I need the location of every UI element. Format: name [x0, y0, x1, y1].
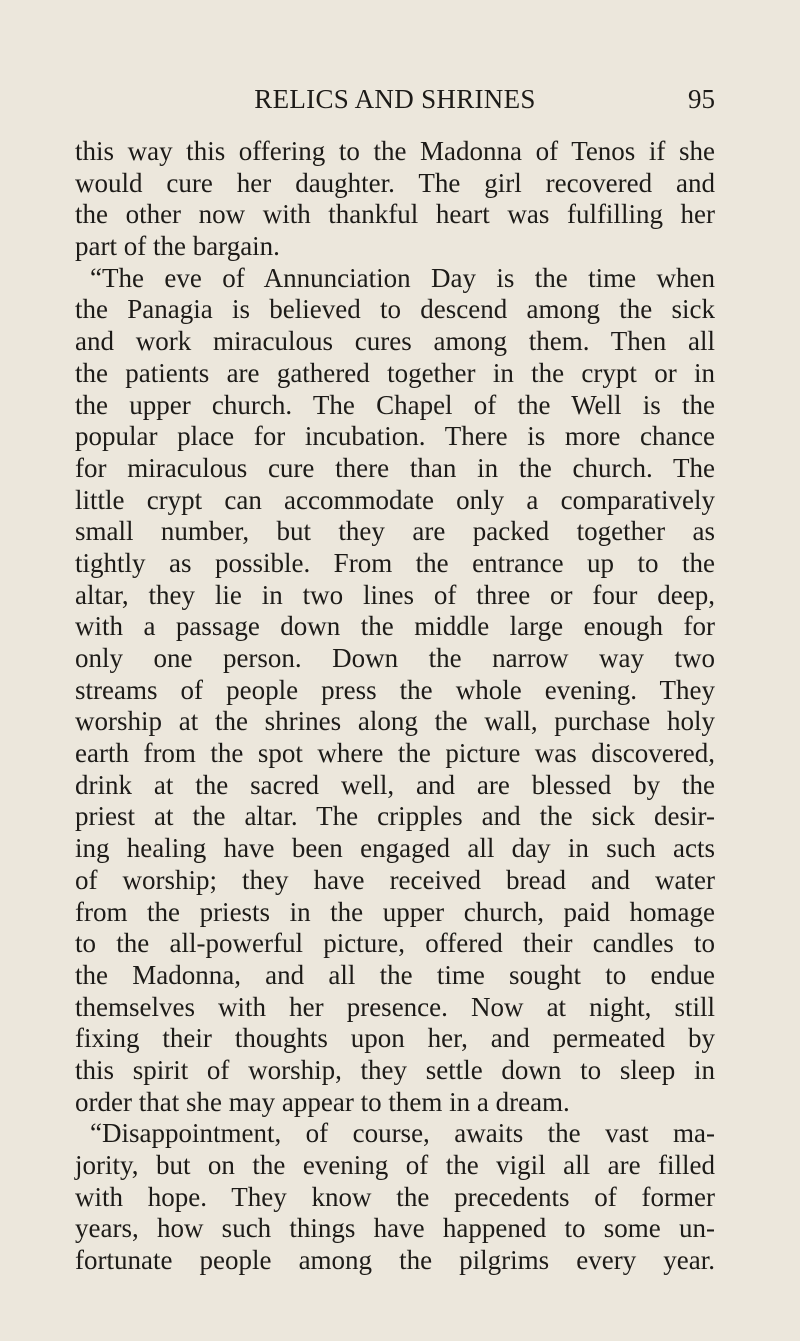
text-line: of worship; they have received bread and water	[75, 864, 715, 895]
text-line: priest at the altar. The cripples and the sick desir-	[75, 801, 715, 832]
text-line: with a passage down the middle large enough for	[75, 611, 715, 642]
text-line: the other now with thankful heart was fulfilling her	[75, 199, 715, 230]
page-number: 95	[688, 84, 715, 114]
body-text	[75, 136, 715, 1277]
text-line: jority, but on the evening of the vigil all are filled	[75, 1150, 715, 1180]
text-line: earth from the spot where the picture was discovered,	[75, 738, 715, 769]
text-line: themselves with her presence. Now at night, still	[75, 991, 715, 1022]
text-line: ing healing have been engaged all day in such acts	[75, 833, 715, 864]
text-line: order that she may appear to them in a dream.	[75, 1086, 570, 1117]
text-line: little crypt can accommodate only a comparatively	[75, 484, 715, 515]
text-line: part of the bargain.	[75, 231, 280, 262]
text-line: “Disappointment, of course, awaits the vast ma-	[90, 1118, 715, 1149]
text-line: to the all-powerful picture, offered their candles to	[75, 928, 715, 959]
text-line: popular place for incubation. There is more chance	[75, 421, 715, 452]
text-line: for miraculous cure there than in the church. The	[75, 452, 715, 483]
text-line: would cure her daughter. The girl recovered and	[75, 167, 715, 198]
text-line: from the priests in the upper church, paid homage	[75, 896, 715, 927]
text-line: altar, they lie in two lines of three or four deep,	[75, 579, 715, 610]
text-line: with hope. They know the precedents of former	[75, 1181, 715, 1212]
text-line: this spirit of worship, they settle down to sleep in	[75, 1054, 715, 1085]
running-head	[75, 79, 715, 119]
text-line: the patients are gathered together in the crypt or in	[75, 357, 715, 388]
text-line: tightly as possible. From the entrance up to the	[75, 547, 715, 578]
text-line: this way this offering to the Madonna of Tenos if she	[75, 136, 715, 166]
text-line: streams of people press the whole evening. They	[75, 674, 715, 705]
text-line: “The eve of Annunciation Day is the time when	[90, 262, 715, 293]
text-line: and work miraculous cures among them. Then all	[75, 326, 715, 357]
text-line: fortunate people among the pilgrims every year.	[75, 1245, 715, 1276]
text-line: the Madonna, and all the time sought to endue	[75, 959, 715, 990]
text-line: the upper church. The Chapel of the Well is the	[75, 389, 715, 420]
running-head-title: RELICS AND SHRINES	[254, 84, 536, 114]
text-line: years, how such things have happened to some un-	[75, 1213, 715, 1244]
text-line: the Panagia is believed to descend among the sick	[75, 294, 715, 325]
text-line: small number, but they are packed together as	[75, 516, 715, 547]
text-line: worship at the shrines along the wall, purchase holy	[75, 706, 715, 737]
text-line: fixing their thoughts upon her, and permeated by	[75, 1023, 715, 1054]
text-line: only one person. Down the narrow way two	[75, 643, 715, 673]
text-line: drink at the sacred well, and are blessed by the	[75, 769, 715, 800]
